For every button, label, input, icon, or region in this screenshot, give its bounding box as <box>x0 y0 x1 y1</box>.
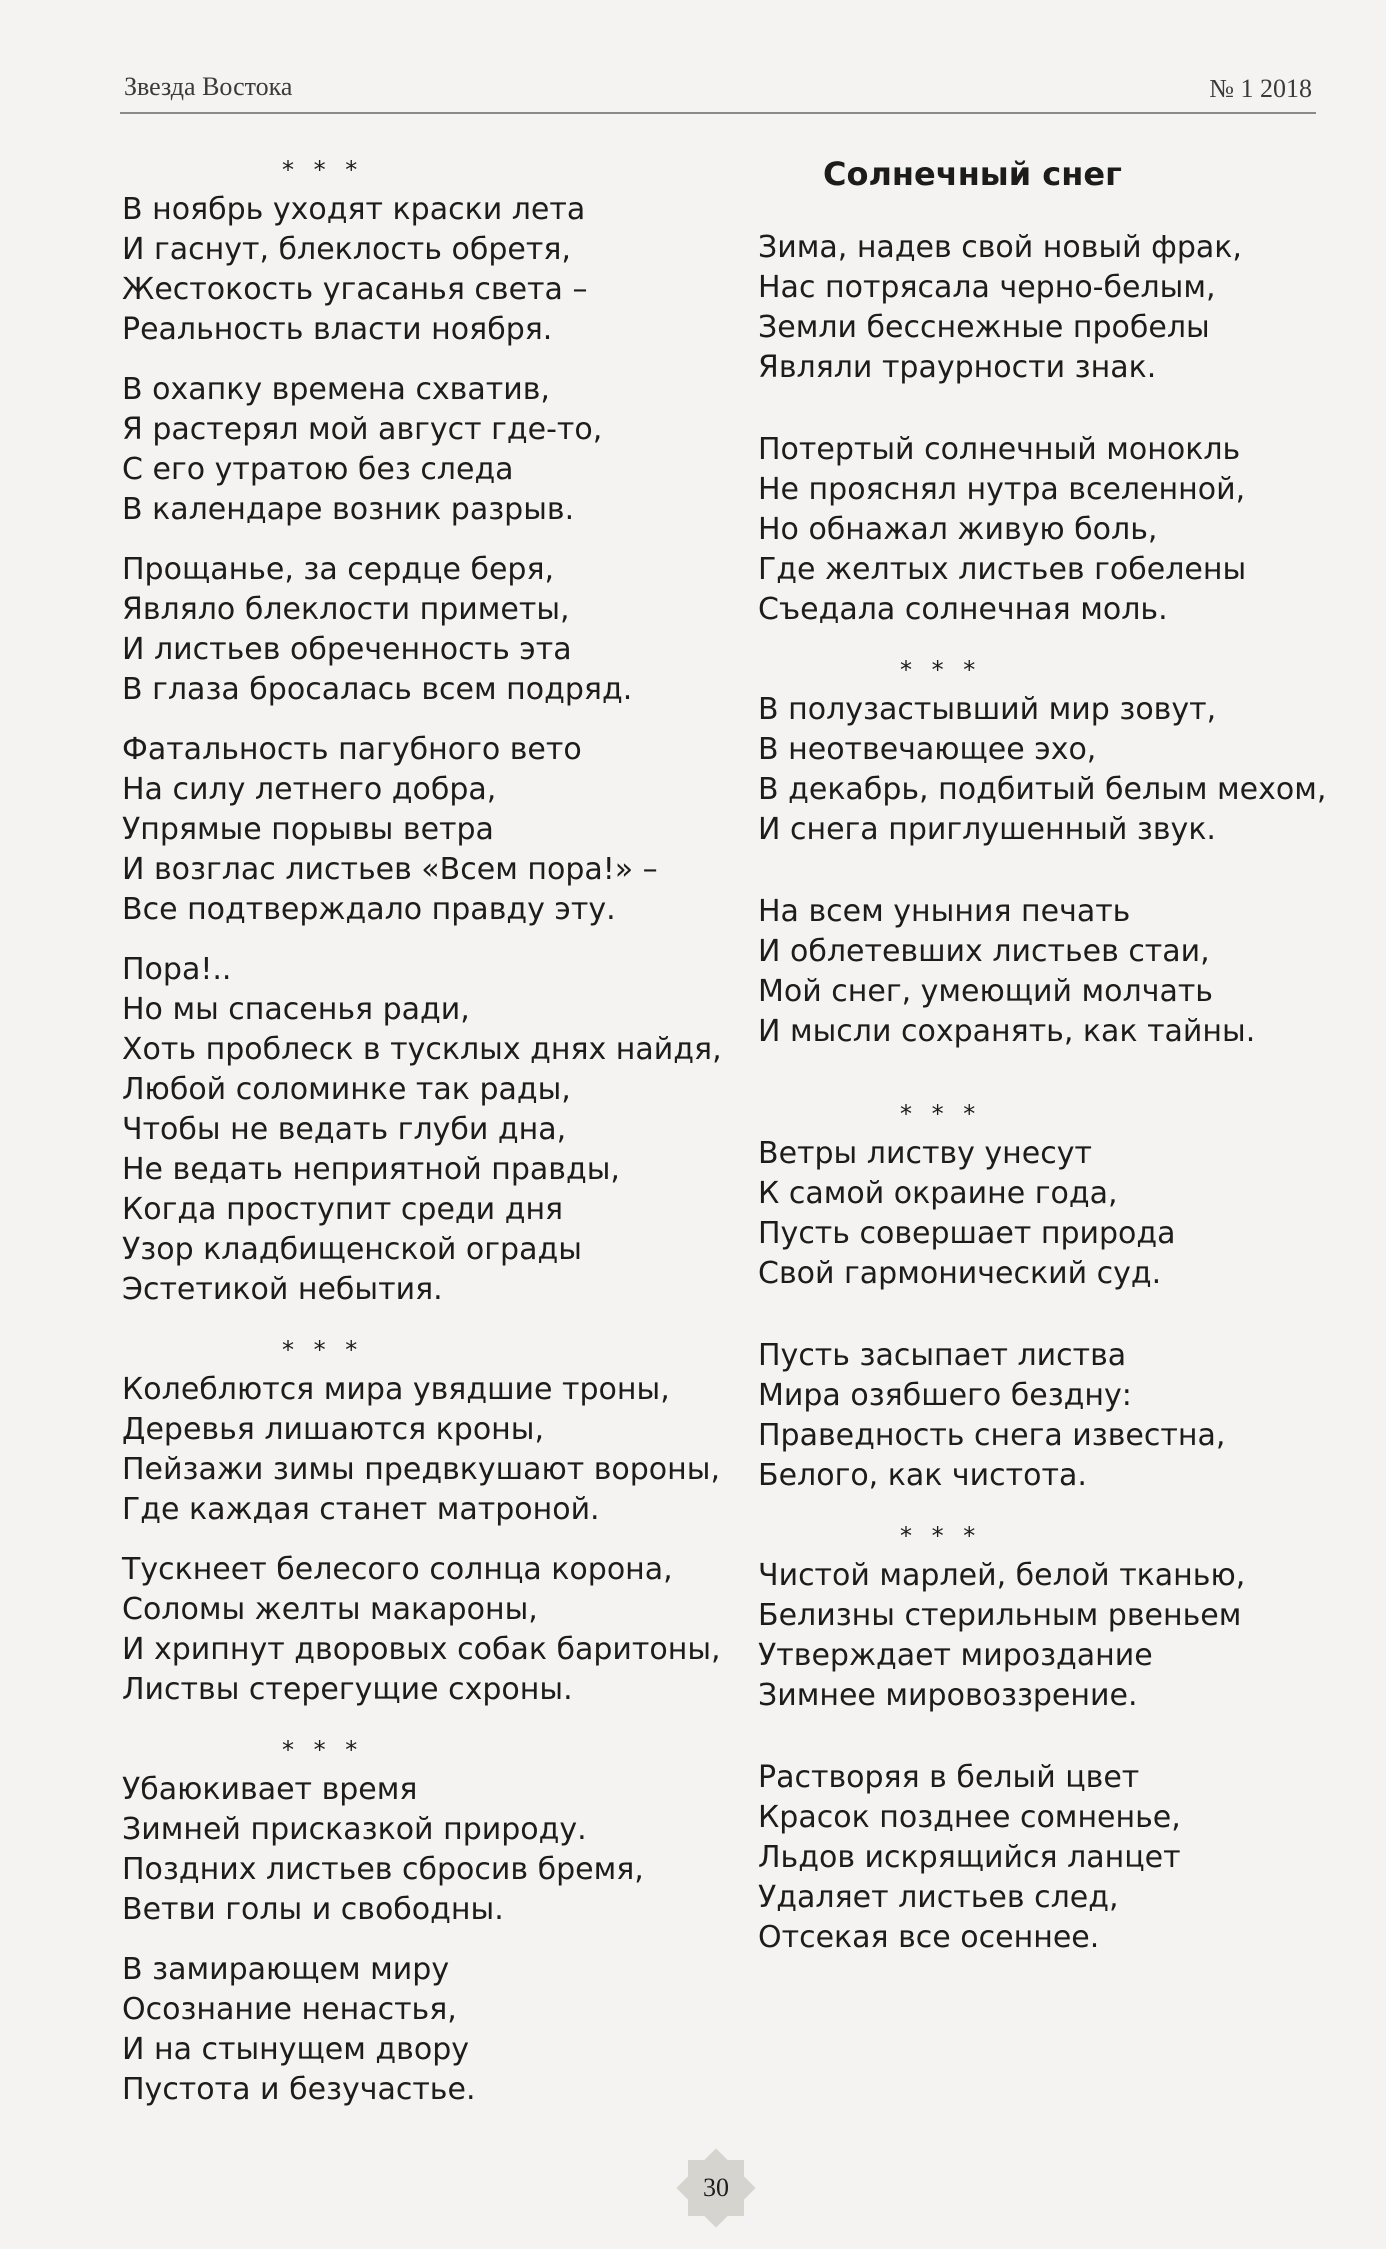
page-number-badge <box>678 2150 754 2226</box>
poem-line: Но обнажал живую боль, <box>758 512 1158 547</box>
page-number: 30 <box>703 2173 729 2202</box>
poem-line: Белого, как чистота. <box>758 1458 1087 1493</box>
stanza <box>122 950 722 1310</box>
stanza <box>122 1770 712 1930</box>
poem-line: Где желтых листьев гобелены <box>758 552 1247 587</box>
poem-line: Пейзажи зимы предвкушают вороны, <box>122 1452 720 1487</box>
stanza <box>758 690 1348 850</box>
poem-line: И листьев обреченность эта <box>122 632 572 667</box>
stanza <box>758 1336 1348 1496</box>
poem-line: Убаюкивает время <box>122 1772 418 1807</box>
poem-line: Мой снег, умеющий молчать <box>758 974 1213 1009</box>
poem-line: В ноябрь уходят краски лета <box>122 192 586 227</box>
poem-line: Колеблются мира увядшие троны, <box>122 1372 670 1407</box>
poem-line: Деревья лишаются кроны, <box>122 1412 545 1447</box>
poem-line: Узор кладбищенской ограды <box>122 1232 582 1267</box>
poem-line: Жестокость угасанья света – <box>122 272 588 307</box>
poem-line: Хоть проблеск в тусклых днях найдя, <box>122 1032 722 1067</box>
section-divider-stars: * * * <box>900 656 982 684</box>
poem-line: Растворяя в белый цвет <box>758 1760 1140 1795</box>
poem-line: Поздних листьев сбросив бремя, <box>122 1852 644 1887</box>
poem-line: Чтобы не ведать глуби дна, <box>122 1112 567 1147</box>
poem-line: Когда проступит среди дня <box>122 1192 564 1227</box>
poem-line: Чистой марлей, белой тканью, <box>758 1558 1246 1593</box>
poem-line: С его утратою без следа <box>122 452 514 487</box>
stanza <box>758 430 1348 630</box>
running-header <box>120 68 1316 114</box>
right-column <box>758 150 1348 1978</box>
poem-line: Фатальность пагубного вето <box>122 732 582 767</box>
poem-line: Красок позднее сомненье, <box>758 1800 1181 1835</box>
stanza <box>122 550 712 710</box>
poem-line: Реальность власти ноября. <box>122 312 553 347</box>
poem-line: Любой соломинке так рады, <box>122 1072 571 1107</box>
poem-line: Льдов искрящийся ланцет <box>758 1840 1181 1875</box>
poem-line: Удаляет листьев след, <box>758 1880 1119 1915</box>
poem-line: Тускнеет белесого солнца корона, <box>122 1552 673 1587</box>
poem-line: Пора!.. <box>122 952 232 987</box>
poem-line: В неотвечающее эхо, <box>758 732 1097 767</box>
poem-line: Эстетикой небытия. <box>122 1272 443 1307</box>
poem-line: И возглас листьев «Всем пора!» – <box>122 852 658 887</box>
poem-line: Праведность снега известна, <box>758 1418 1226 1453</box>
poem-line: Нас потрясала черно-белым, <box>758 270 1216 305</box>
stanza <box>758 1556 1348 1716</box>
section-divider-stars: * * * <box>282 1336 364 1364</box>
stanza <box>122 1950 712 2110</box>
poem-line: Соломы желты макароны, <box>122 1592 538 1627</box>
left-column <box>122 150 722 2130</box>
poem-line: Ветви голы и свободны. <box>122 1892 504 1927</box>
poem-line: В декабрь, подбитый белым мехом, <box>758 772 1327 807</box>
poem-line: В охапку времена схватив, <box>122 372 550 407</box>
poem-line: И облетевших листьев стаи, <box>758 934 1210 969</box>
magazine-title: Звезда Востока <box>124 72 293 101</box>
section-divider-stars: * * * <box>282 156 364 184</box>
poem-line: На всем уныния печать <box>758 894 1131 929</box>
poem-line: И снега приглушенный звук. <box>758 812 1216 847</box>
stanza <box>122 370 712 530</box>
poem-line: В календаре возник разрыв. <box>122 492 575 527</box>
section-divider-stars: * * * <box>900 1522 982 1550</box>
poem-line: Пусть засыпает листва <box>758 1338 1127 1373</box>
poem-title: Солнечный снег <box>823 155 1122 193</box>
poem-line: На силу летнего добра, <box>122 772 497 807</box>
poem-line: Ветры листву унесут <box>758 1136 1092 1171</box>
poem-line: И мысли сохранять, как тайны. <box>758 1014 1256 1049</box>
poem-line: Мира озябшего бездну: <box>758 1378 1132 1413</box>
poem-line: Не ведать неприятной правды, <box>122 1152 620 1187</box>
poem-line: И на стынущем двору <box>122 2032 469 2067</box>
poem-line: В замирающем миру <box>122 1952 450 1987</box>
stanza <box>758 228 1348 388</box>
poem-line: Но мы спасенья ради, <box>122 992 470 1027</box>
poem-line: Прощанье, за сердце беря, <box>122 552 555 587</box>
poem-line: Свой гармонический суд. <box>758 1256 1162 1291</box>
section-divider-stars: * * * <box>900 1100 982 1128</box>
poem-line: Отсекая все осеннее. <box>758 1920 1100 1955</box>
stanza <box>122 730 712 930</box>
poem-line: И гаснут, блеклость обретя, <box>122 232 571 267</box>
poem-line: Зимнее мировоззрение. <box>758 1678 1138 1713</box>
poem-line: Утверждает мироздание <box>758 1638 1153 1673</box>
stanza <box>758 1134 1348 1294</box>
poem-line: Пустота и безучастье. <box>122 2072 476 2107</box>
poem-line: Я растерял мой август где-то, <box>122 412 603 447</box>
poem-line: Зима, надев свой новый фрак, <box>758 230 1242 265</box>
stanza <box>758 892 1348 1052</box>
poem-line: Осознание ненастья, <box>122 1992 457 2027</box>
poem-line: Все подтверждало правду эту. <box>122 892 616 927</box>
stanza <box>122 1550 721 1710</box>
poem-line: Где каждая станет матроной. <box>122 1492 600 1527</box>
stanza <box>122 190 712 350</box>
poem-line: Являло блеклости приметы, <box>122 592 570 627</box>
issue-number: № 1 2018 <box>1209 74 1312 103</box>
poem-line: Пусть совершает природа <box>758 1216 1176 1251</box>
poem-line: Земли бесснежные пробелы <box>758 310 1210 345</box>
poem-line: Белизны стерильным рвеньем <box>758 1598 1242 1633</box>
poem-line: Потертый солнечный монокль <box>758 432 1241 467</box>
stanza <box>758 1758 1348 1958</box>
stanza <box>122 1370 720 1530</box>
poem-line: Не прояснял нутра вселенной, <box>758 472 1246 507</box>
poem-line: В глаза бросалась всем подряд. <box>122 672 633 707</box>
poem-line: И хрипнут дворовых собак баритоны, <box>122 1632 721 1667</box>
poem-line: Являли траурности знак. <box>758 350 1157 385</box>
poem-line: Съедала солнечная моль. <box>758 592 1168 627</box>
poem-line: Упрямые порывы ветра <box>122 812 494 847</box>
poem-line: В полузастывший мир зовут, <box>758 692 1217 727</box>
poem-line: Зимней присказкой природу. <box>122 1812 587 1847</box>
section-divider-stars: * * * <box>282 1736 364 1764</box>
poem-line: К самой окраине года, <box>758 1176 1118 1211</box>
poem-line: Листвы стерегущие схроны. <box>122 1672 573 1707</box>
